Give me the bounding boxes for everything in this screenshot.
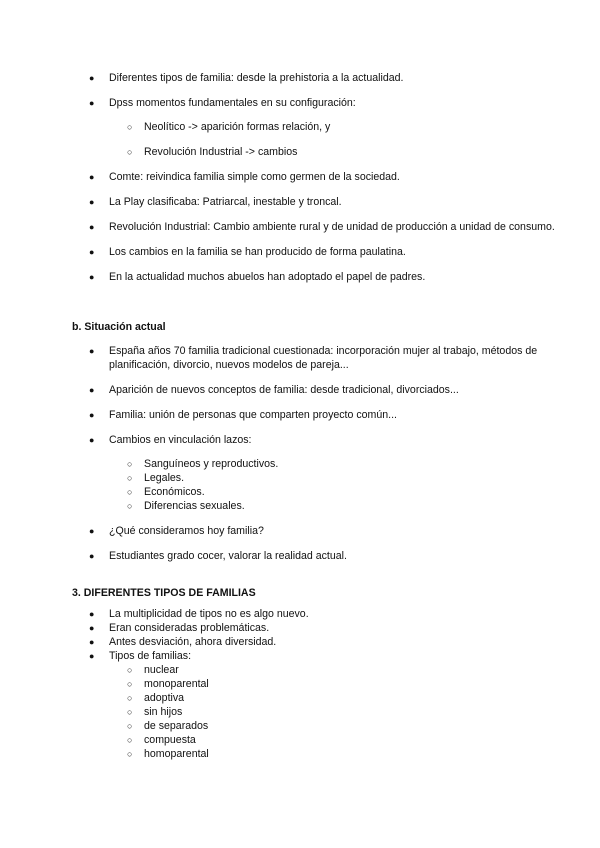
list-item: ● Comte: reivindica familia simple como germen de la sociedad. (89, 171, 400, 183)
hollow-bullet-icon: ○ (127, 679, 133, 689)
section-heading-situacion: b. Situación actual (72, 321, 166, 333)
list-item: ● Cambios en vinculación lazos: (89, 434, 252, 446)
hollow-bullet-icon: ○ (127, 721, 133, 731)
sub-list-item: ○ Revolución Industrial -> cambios (127, 146, 298, 158)
sub-list-item: ○ Legales. (127, 472, 185, 484)
hollow-bullet-icon: ○ (127, 459, 133, 469)
bullet-icon: ● (89, 73, 95, 83)
list-item: ● Tipos de familias: (89, 650, 192, 662)
list-item: ● Diferentes tipos de familia: desde la prehistoria a la actualidad. (89, 72, 404, 84)
list-item: ● Eran consideradas problemáticas. (89, 622, 270, 634)
bullet-icon: ● (89, 385, 95, 395)
bullet-icon: ● (89, 410, 95, 420)
sub-list-item: ○ monoparental (127, 678, 209, 690)
hollow-bullet-icon: ○ (127, 122, 133, 132)
list-item: ● Los cambios en la familia se han producido de forma paulatina. (89, 246, 406, 258)
list-item: ● Antes desviación, ahora diversidad. (89, 636, 277, 648)
bullet-icon: ● (89, 197, 95, 207)
sub-list-item: ○ Neolítico -> aparición formas relación, y (127, 121, 331, 133)
hollow-bullet-icon: ○ (127, 707, 133, 717)
situation-list (0, 344, 574, 563)
list-item: ● Familia: unión de personas que comparten proyecto común... (89, 409, 397, 421)
list-item: ● La Play clasificaba: Patriarcal, inestable y troncal. (89, 196, 342, 208)
bullet-icon: ● (89, 272, 95, 282)
bullet-icon: ● (89, 551, 95, 561)
sub-list-item: ○ adoptiva (127, 692, 185, 704)
sub-list-item: ○ sin hijos (127, 706, 183, 718)
hollow-bullet-icon: ○ (127, 147, 133, 157)
list-item: ● La multiplicidad de tipos no es algo nuevo. (89, 608, 309, 620)
history-list (0, 71, 574, 284)
sub-list-item: ○ de separados (127, 720, 209, 732)
sub-list-item: ○ Sanguíneos y reproductivos. (127, 458, 279, 470)
bullet-icon: ● (89, 651, 95, 661)
bullet-icon: ● (89, 172, 95, 182)
hollow-bullet-icon: ○ (127, 473, 133, 483)
list-item: ● En la actualidad muchos abuelos han adoptado el papel de padres. (89, 271, 426, 283)
hollow-bullet-icon: ○ (127, 487, 133, 497)
list-item: ● Revolución Industrial: Cambio ambiente rural y de unidad de producción a unidad de consumo. (89, 221, 555, 233)
bullet-icon: ● (89, 247, 95, 257)
hollow-bullet-icon: ○ (127, 501, 133, 511)
list-item: ● Aparición de nuevos conceptos de familia: desde tradicional, divorciados... (89, 384, 459, 396)
sub-list-item: ○ compuesta (127, 734, 196, 746)
bullet-icon: ● (89, 526, 95, 536)
list-item: ● Estudiantes grado cocer, valorar la realidad actual. (89, 550, 347, 562)
list-item: ● España años 70 familia tradicional cuestionada: incorporación mujer al trabajo, métodos de planificación, divorcio, nuevos modelos de pareja... (89, 345, 538, 371)
bullet-icon: ● (89, 609, 95, 619)
types-list (0, 607, 574, 761)
bullet-icon: ● (89, 222, 95, 232)
bullet-icon: ● (89, 637, 95, 647)
list-item: ● ¿Qué consideramos hoy familia? (89, 525, 264, 537)
list-item: ● Dpss momentos fundamentales en su configuración: (89, 97, 356, 109)
bullet-icon: ● (89, 346, 95, 356)
hollow-bullet-icon: ○ (127, 735, 133, 745)
bullet-icon: ● (89, 435, 95, 445)
hollow-bullet-icon: ○ (127, 693, 133, 703)
bullet-icon: ● (89, 98, 95, 108)
sub-list-item: ○ Económicos. (127, 486, 205, 498)
bullet-icon: ● (89, 623, 95, 633)
sub-list-item: ○ homoparental (127, 748, 209, 760)
sub-list-item: ○ nuclear (127, 664, 179, 676)
hollow-bullet-icon: ○ (127, 665, 133, 675)
section-heading-tipos: 3. DIFERENTES TIPOS DE FAMILIAS (72, 587, 256, 599)
sub-list-item: ○ Diferencias sexuales. (127, 500, 245, 512)
hollow-bullet-icon: ○ (127, 749, 133, 759)
